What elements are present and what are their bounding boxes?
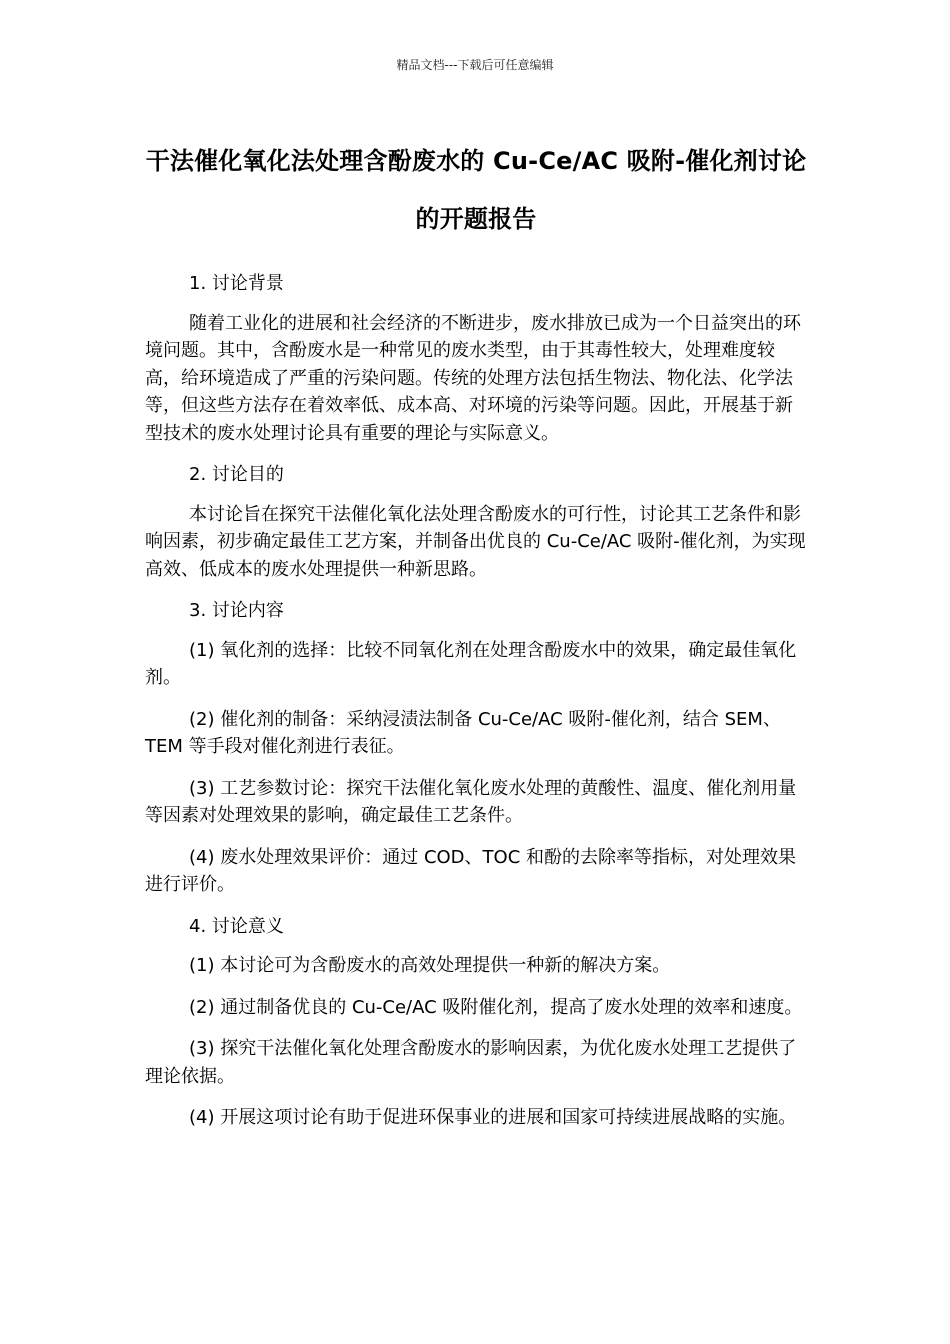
list-item-content-1: (1) 氧化剂的选择：比较不同氧化剂在处理含酚废水中的效果，确定最佳氧化剂。 bbox=[145, 639, 797, 688]
list-item-content-4: (4) 废水处理效果评价：通过 COD、TOC 和酚的去除率等指标，对处理效果进行评价。 bbox=[145, 846, 796, 895]
list-item-significance-4: (4) 开展这项讨论有助于促进环保事业的进展和国家可持续进展战略的实施。 bbox=[189, 1107, 797, 1128]
section-heading-purpose: 2. 讨论目的 bbox=[189, 464, 284, 485]
section-heading-background: 1. 讨论背景 bbox=[189, 273, 284, 294]
document-body bbox=[145, 270, 807, 1146]
paragraph-purpose: 本讨论旨在探究干法催化氧化法处理含酚废水的可行性，讨论其工艺条件和影响因素，初步确定最佳工艺方案，并制备出优良的 Cu-Ce/AC 吸附-催化剂，为实现高效、低成本的废水处理提供一种新思路。 bbox=[145, 503, 806, 580]
list-item-significance-1: (1) 本讨论可为含酚废水的高效处理提供一种新的解决方案。 bbox=[189, 955, 671, 976]
list-item-content-2: (2) 催化剂的制备：采纳浸渍法制备 Cu-Ce/AC 吸附-催化剂，结合 SEM、TEM 等手段对催化剂进行表征。 bbox=[145, 708, 781, 757]
list-item-significance-3: (3) 探究干法催化氧化处理含酚废水的影响因素，为优化废水处理工艺提供了理论依据。 bbox=[145, 1038, 797, 1087]
section-heading-significance: 4. 讨论意义 bbox=[189, 915, 284, 937]
list-item-content-3: (3) 工艺参数讨论：探究干法催化氧化废水处理的黄酸性、温度、催化剂用量等因素对处理效果的影响，确定最佳工艺条件。 bbox=[145, 777, 797, 826]
section-heading-content: 3. 讨论内容 bbox=[189, 600, 284, 621]
document-title: 干法催化氧化法处理含酚废水的 Cu-Ce/AC 吸附-催化剂讨论的开题报告 bbox=[145, 147, 807, 233]
paragraph-background: 随着工业化的进展和社会经济的不断进步，废水排放已成为一个日益突出的环境问题。其中，含酚废水是一种常见的废水类型，由于其毒性较大，处理难度较高，给环境造成了严重的污染问题。传统的处理方法包括生物法、物化法、化学法等，但这些方法存在着效率低、成本高、对环境的污染等问题。因此，开展基于新型技术的废水处理讨论具有重要的理论与实际意义。 bbox=[145, 312, 801, 444]
page-header: 精品文档---下载后可任意编辑 bbox=[396, 58, 554, 72]
list-item-significance-2: (2) 通过制备优良的 Cu-Ce/AC 吸附催化剂，提高了废水处理的效率和速度。 bbox=[189, 996, 803, 1018]
